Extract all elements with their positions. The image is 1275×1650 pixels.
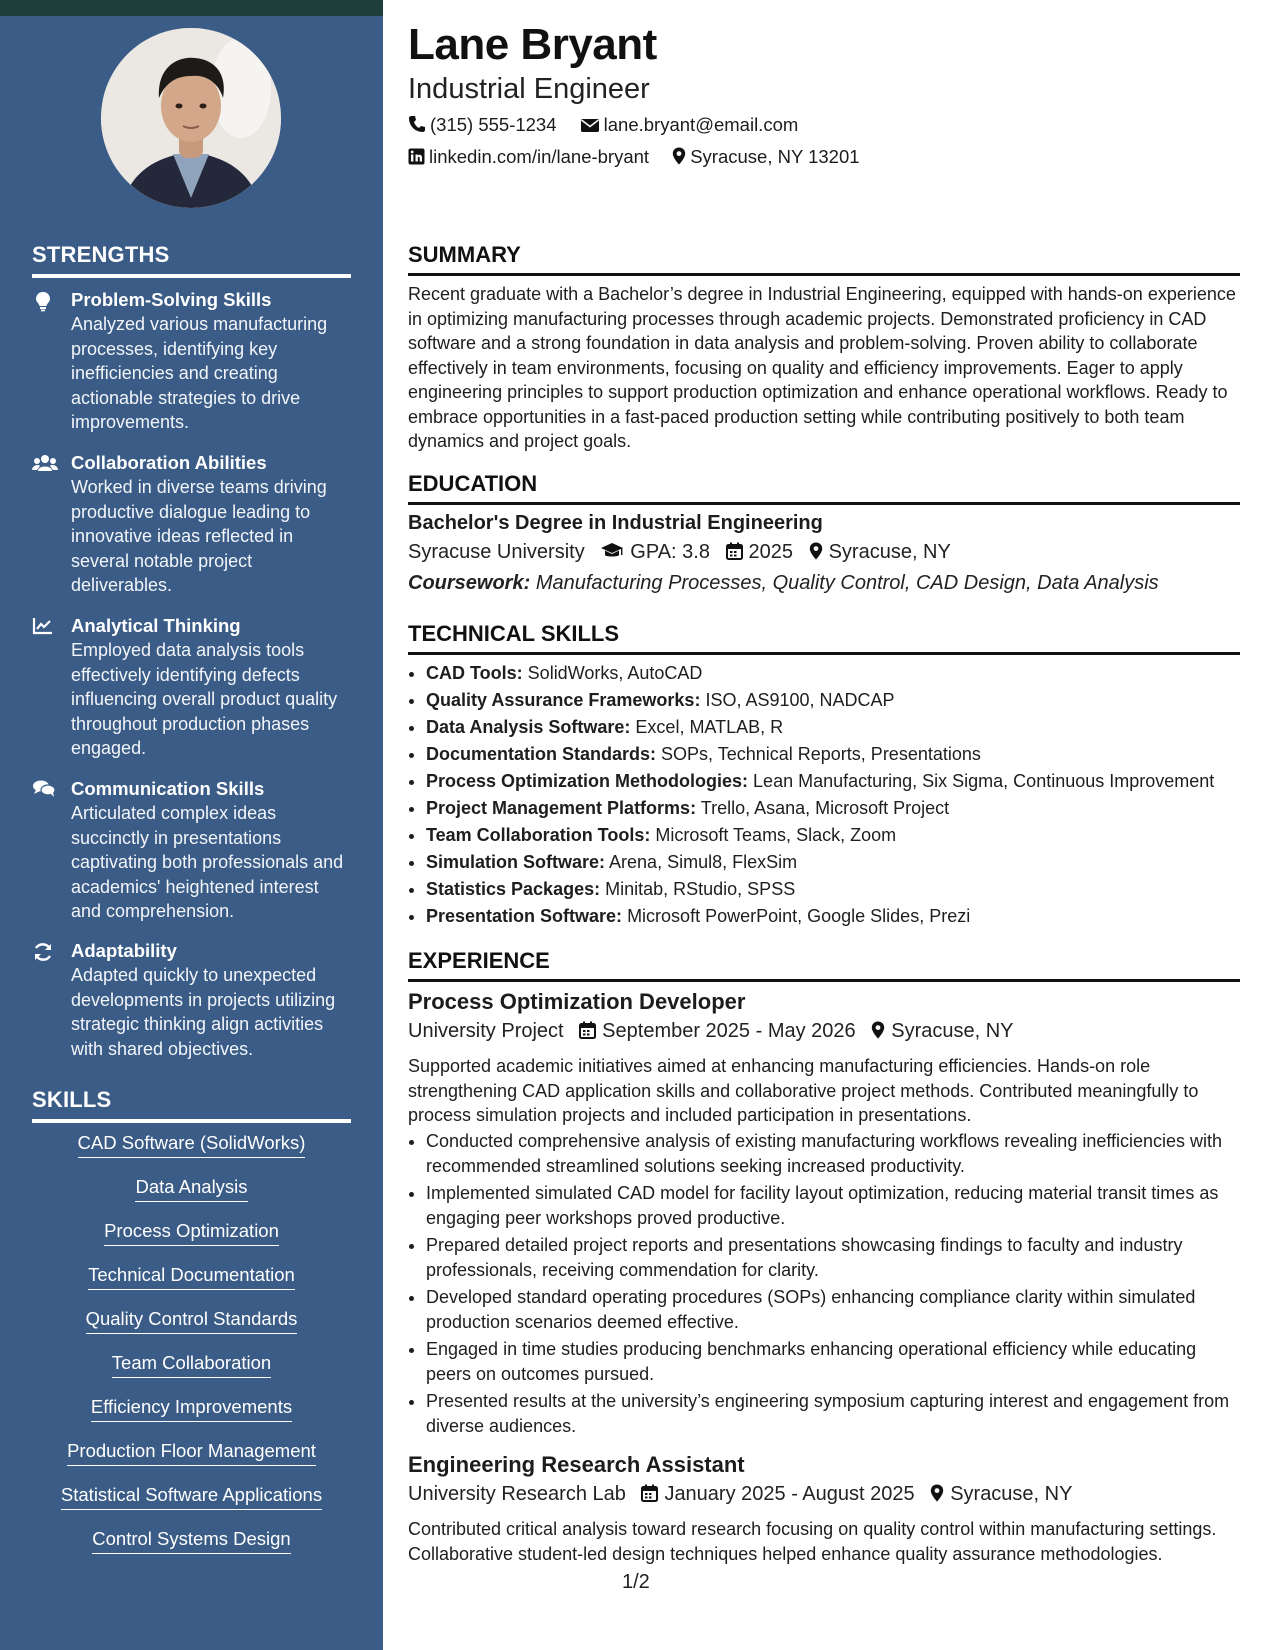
- location-item: [672, 146, 859, 168]
- map-pin-icon: [672, 146, 690, 167]
- strength-description: Articulated complex ideas succinctly in presentations captivating both professionals and academics' heightened interest and comprehension.: [71, 803, 344, 921]
- list-item: • Conducted comprehensive analysis of existing manufacturing workflows revealing inefficiencies with recommended streamlined solutions seeking increased productivity.: [426, 1129, 1242, 1178]
- calendar-icon: [726, 541, 749, 563]
- strength-title: Analytical Thinking: [71, 615, 241, 636]
- page-number: 1/2: [622, 1571, 650, 1593]
- job-title: Engineering Research Assistant: [408, 1452, 745, 1477]
- list-item: • Developed standard operating procedures (SOPs) enhancing compliance clarity within simulated production scenarios deemed effective.: [426, 1285, 1242, 1334]
- strength-item: [32, 777, 352, 924]
- refresh-icon: [32, 941, 58, 963]
- list-item: • Project Management Platforms: Trello, Asana, Microsoft Project: [426, 795, 1242, 822]
- comments-icon: [32, 779, 58, 801]
- list-item: • Statistics Packages: Minitab, RStudio, SPSS: [426, 876, 1242, 903]
- top-accent-strip: [0, 0, 383, 16]
- skills-heading: SKILLS: [32, 1087, 351, 1123]
- list-item: • Prepared detailed project reports and presentations showcasing findings to faculty and industry professionals, receiving commendation for clarity.: [426, 1233, 1242, 1282]
- coursework-line: [408, 572, 1159, 595]
- candidate-name: Lane Bryant: [408, 20, 657, 69]
- users-icon: [32, 453, 58, 475]
- strength-item: [32, 288, 352, 435]
- line-chart-icon: [32, 616, 58, 638]
- strength-item: [32, 939, 352, 1061]
- list-item: • Data Analysis Software: Excel, MATLAB, R: [426, 714, 1242, 741]
- strength-description: Analyzed various manufacturing processes, identifying key inefficiencies and creating actionable strategies to drive improvements.: [71, 314, 328, 432]
- email-text: lane.bryant@email.com: [603, 114, 799, 135]
- skill-item: Technical Documentation: [88, 1262, 295, 1290]
- strength-item: [32, 614, 352, 761]
- calendar-icon: [579, 1020, 602, 1042]
- profile-photo: [101, 28, 281, 208]
- list-item: • Process Optimization Methodologies: Lean Manufacturing, Six Sigma, Continuous Improvement: [426, 768, 1242, 795]
- strength-title: Problem-Solving Skills: [71, 289, 272, 310]
- job-dates: January 2025 - August 2025: [664, 1483, 915, 1505]
- skills-list: [32, 1130, 351, 1570]
- job-meta: [408, 1483, 1082, 1506]
- strength-title: Collaboration Abilities: [71, 452, 267, 473]
- summary-text: Recent graduate with a Bachelor’s degree in Industrial Engineering, equipped with hands-on experience in optimizing manufacturing processes through academic projects. Demonstrated proficiency in CAD software and a strong foundation in data analysis and problem-solving. Proven ability to collaborate effectively in team environments, focusing on quality and efficiency improvements. Eager to apply engineering principles to support production optimization and enhance operational workflows. Ready to embrace opportunities in a fast-paced production setting while contributing positively to both team dynamics and project goals.: [408, 284, 1236, 451]
- strength-description: Adapted quickly to unexpected developments in projects utilizing strategic thinking align activities with shared objectives.: [71, 965, 336, 1059]
- education-heading: EDUCATION: [408, 471, 1240, 505]
- skill-item: Production Floor Management: [67, 1438, 316, 1466]
- job-org: University Project: [408, 1020, 564, 1042]
- coursework-label: Coursework:: [408, 572, 531, 594]
- candidate-title: Industrial Engineer: [408, 73, 650, 105]
- calendar-icon: [641, 1483, 664, 1505]
- list-item: • Presentation Software: Microsoft PowerPoint, Google Slides, Prezi: [426, 903, 1242, 930]
- school-name: Syracuse University: [408, 541, 585, 563]
- list-item: • Simulation Software: Arena, Simul8, FlexSim: [426, 849, 1242, 876]
- strengths-heading: STRENGTHS: [32, 242, 351, 278]
- list-item: • Presented results at the university’s engineering symposium capturing interest and engagement from diverse audiences.: [426, 1389, 1242, 1438]
- strength-description: Employed data analysis tools effectively identifying defects influencing overall product quality throughout production phases engaged.: [71, 640, 338, 758]
- strength-title: Adaptability: [71, 940, 177, 961]
- strength-item: [32, 451, 352, 598]
- map-pin-icon: [809, 541, 829, 563]
- job-summary: Supported academic initiatives aimed at enhancing manufacturing efficiencies. Hands-on role strengthening CAD application skills and collaborative project methods. Contributed meaningfully to process simulation projects and included participation in presentations.: [408, 1056, 1199, 1125]
- linkedin-text: linkedin.com/in/lane-bryant: [429, 146, 650, 167]
- job-bullets: [408, 1129, 1242, 1441]
- list-item: • CAD Tools: SolidWorks, AutoCAD: [426, 660, 1242, 687]
- linkedin-icon: [408, 146, 429, 167]
- skill-item: Control Systems Design: [92, 1526, 290, 1554]
- job-title: Process Optimization Developer: [408, 989, 746, 1014]
- list-item: • Engaged in time studies producing benchmarks enhancing operational efficiency while educating peers on outcomes pursued.: [426, 1337, 1242, 1386]
- contact-row: [408, 114, 816, 136]
- skill-item: Team Collaboration: [112, 1350, 271, 1378]
- strength-description: Worked in diverse teams driving productive dialogue leading to innovative ideas reflected in several notable project deliverables.: [71, 477, 327, 595]
- skill-item: Quality Control Standards: [86, 1306, 298, 1334]
- linkedin-item[interactable]: [408, 146, 649, 168]
- gpa-text: GPA: 3.8: [630, 541, 710, 563]
- job-meta: [408, 1020, 1024, 1043]
- phone-item[interactable]: [408, 114, 557, 136]
- job-dates: September 2025 - May 2026: [602, 1020, 856, 1042]
- list-item: • Team Collaboration Tools: Microsoft Teams, Slack, Zoom: [426, 822, 1242, 849]
- degree-title: Bachelor's Degree in Industrial Engineering: [408, 512, 823, 534]
- envelope-icon: [580, 114, 604, 135]
- job-org: University Research Lab: [408, 1483, 626, 1505]
- skill-item: Efficiency Improvements: [91, 1394, 292, 1422]
- job-location: Syracuse, NY: [891, 1020, 1014, 1042]
- education-meta: [408, 541, 961, 564]
- list-item: • Implemented simulated CAD model for facility layout optimization, reducing material transit times as engaging peer workshops proved productive.: [426, 1181, 1242, 1230]
- skill-item: Statistical Software Applications: [61, 1482, 322, 1510]
- school-location: Syracuse, NY: [828, 541, 951, 563]
- list-item: • Quality Assurance Frameworks: ISO, AS9100, NADCAP: [426, 687, 1242, 714]
- job-summary: Contributed critical analysis toward research focusing on quality control within manufacturing settings. Collaborative student-led design techniques helped enhance quality assurance methodologies.: [408, 1519, 1217, 1564]
- map-pin-icon: [871, 1020, 891, 1042]
- contact-row: [408, 146, 878, 168]
- strength-title: Communication Skills: [71, 778, 265, 799]
- location-text: Syracuse, NY 13201: [690, 146, 860, 167]
- experience-heading: EXPERIENCE: [408, 948, 1240, 982]
- skill-item: CAD Software (SolidWorks): [78, 1130, 306, 1158]
- summary-heading: SUMMARY: [408, 242, 1240, 276]
- graduation-cap-icon: [600, 541, 630, 563]
- skill-item: Data Analysis: [135, 1174, 247, 1202]
- technical-skills-list: [408, 660, 1242, 930]
- sidebar: [0, 0, 383, 1650]
- job-location: Syracuse, NY: [950, 1483, 1073, 1505]
- coursework-text: Manufacturing Processes, Quality Control, CAD Design, Data Analysis: [535, 572, 1159, 594]
- list-item: • Documentation Standards: SOPs, Technical Reports, Presentations: [426, 741, 1242, 768]
- email-item[interactable]: [580, 114, 799, 136]
- technical-skills-heading: TECHNICAL SKILLS: [408, 621, 1240, 655]
- phone-text: (315) 555-1234: [430, 114, 557, 135]
- map-pin-icon: [930, 1483, 950, 1505]
- skill-item: Process Optimization: [104, 1218, 279, 1246]
- lightbulb-icon: [32, 290, 58, 312]
- phone-icon: [408, 114, 430, 135]
- graduation-year: 2025: [748, 541, 794, 563]
